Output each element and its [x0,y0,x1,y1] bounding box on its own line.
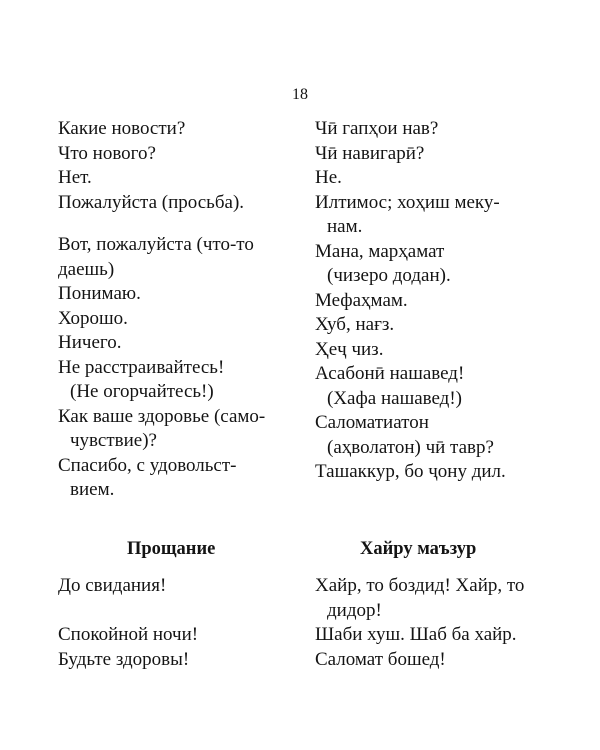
phrase-tj: Саломат бошед! [315,648,446,670]
phrase-tj: Ташаккур, бо ҷону дил. [315,461,506,482]
phrase-tj-continuation: дидор! [327,599,382,621]
phrase-ru: Понимаю. [58,283,141,304]
phrase-ru-continuation: (Не огорчайтесь!) [70,381,214,402]
phrase-ru: Как ваше здоровье (само- [58,405,266,427]
phrase-tj-continuation: нам. [327,216,363,237]
phrase-tj: Хуб, нағз. [315,314,395,335]
phrase-ru: Не расстраивайтесь! [58,356,225,378]
page-number: 18 [292,86,308,103]
farewell-tajik-column [315,574,575,672]
phrase-ru: До свидания! [58,575,167,596]
phrase-ru: Будьте здоровы! [58,648,190,670]
phrase-tj: Шаби хуш. Шаб ба хайр. [315,624,517,645]
phrase-tj: Ҳеҷ чиз. [315,338,384,360]
phrase-ru-continuation: вием. [70,479,115,500]
russian-phrases-column [58,117,298,503]
phrase-ru-continuation: чувствие)? [70,430,157,451]
phrase-tj: Чӣ гапҳои нав? [315,118,439,139]
phrase-tj: Илтимос; хоҳиш меку- [315,191,500,213]
phrase-ru: Пожалуйста (просьба). [58,191,245,213]
section-heading-tajik: Хайру маъзур [360,539,477,559]
phrase-tj: Не. [315,167,342,188]
phrase-tj: Саломатиатон [315,412,429,433]
phrase-ru: Что нового? [58,142,156,164]
phrase-ru: Нет. [58,167,92,188]
phrase-ru: Хорошо. [58,307,128,329]
farewell-russian-column [58,574,298,672]
phrase-ru: Спокойной ночи! [58,624,199,645]
phrase-ru: Спасибо, с удовольст- [58,454,237,476]
phrase-tj: Мефаҳмам. [315,289,408,311]
phrase-ru: Ничего. [58,332,122,353]
phrase-ru: Какие новости? [58,118,186,139]
phrase-tj: Хайр, то боздид! Хайр, то [315,575,525,596]
phrase-tj-continuation: (Хафа нашавед!) [327,387,463,409]
phrase-tj-continuation: (чизеро додан). [327,265,451,286]
phrase-tj-continuation: (аҳволатон) чӣ тавр? [327,436,494,458]
section-heading-russian: Прощание [127,539,216,559]
phrase-ru: Вот, пожалуйста (что-то [58,234,254,255]
phrase-tj: Чӣ навигарӣ? [315,142,425,164]
phrase-tj: Мана, марҳамат [315,240,445,262]
phrase-ru-continuation: даешь) [58,258,115,280]
phrase-tj: Асабонӣ нашавед! [315,363,465,384]
tajik-phrases-column [315,117,575,485]
